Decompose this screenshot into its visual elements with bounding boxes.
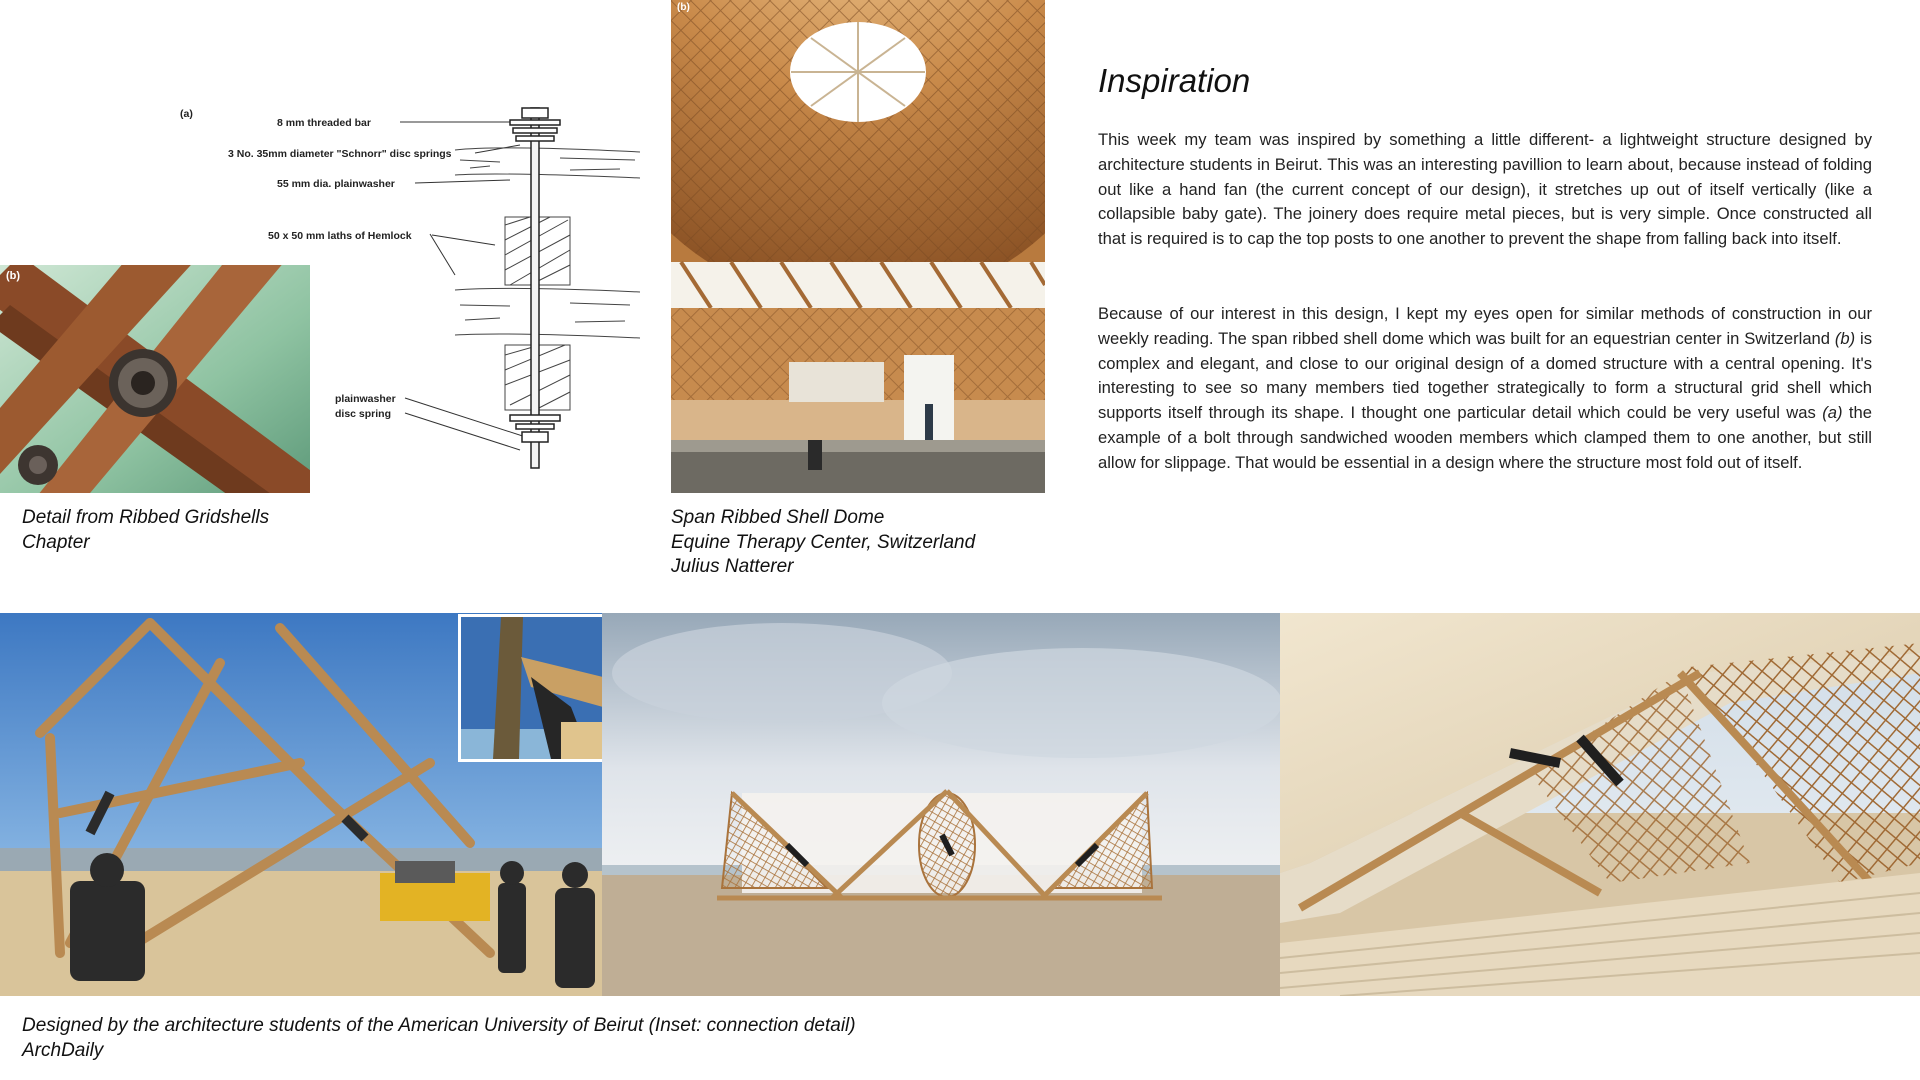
beirut-caption [22, 1014, 856, 1063]
ribbed-shell-dome-photo [671, 0, 1045, 493]
inspiration-paragraph-2 [1098, 302, 1872, 476]
caption-line: Julius Natterer [671, 556, 794, 577]
label-laths: 50 x 50 mm laths of Hemlock [268, 230, 412, 242]
caption-line: Chapter [22, 531, 90, 553]
bolt-connection-photo [0, 265, 310, 493]
figure-ref-a: (a) [1822, 403, 1843, 423]
caption-line: Equine Therapy Center, Switzerland [671, 531, 976, 553]
label-plainwasher: plainwasher [335, 393, 396, 405]
caption-line: Designed by the architecture students of the American University of Beirut (Inset: connection detail) [22, 1015, 856, 1036]
caption-line: Detail from Ribbed Gridshells [22, 507, 270, 528]
caption-line: Span Ribbed Shell Dome [671, 507, 885, 528]
inspiration-heading: Inspiration [1098, 62, 1251, 99]
gridshells-caption [22, 506, 269, 555]
paragraph-text: the example of a bolt through sandwiched wooden members which clamped them to one another, but still allow for slippage. That would be essential in a design where the structure most fold out of itself. [1098, 403, 1872, 472]
pavilion-on-beach-photo [602, 613, 1280, 996]
pavilion-canopy-photo [1280, 613, 1920, 996]
label-disc-spring: disc spring [335, 408, 392, 420]
dome-caption [671, 506, 975, 580]
paragraph-text: is complex and elegant, and close to our original design of a domed structure with a central opening. It's interesting to see so many members tied together strategically to form a structural grid shell which supports itself through its shape. I thought one particular detail which could be very useful was [1098, 328, 1872, 423]
label-threaded-bar: 8 mm threaded bar [277, 117, 371, 129]
connection-detail-inset-photo [458, 614, 606, 762]
figure-b-tag: (b) [6, 270, 21, 282]
label-plainwasher-55: 55 mm dia. plainwasher [277, 178, 395, 190]
figure-b-dome-tag: (b) [677, 2, 690, 13]
label-disc-springs: 3 No. 35mm diameter "Schnorr" disc springs [228, 148, 452, 160]
inspiration-paragraph-1: This week my team was inspired by something a little different- a lightweight structure designed by architecture students in Beirut. This was an interesting pavillion to learn about, because instead of folding out like a hand fan (the current concept of our design), it stretches up out of itself vertically (like a collapsible baby gate). The joinery does require metal pieces, but is very simple. Once constructed all that is required is to cap the top posts to one another to prevent the shape from falling back into itself. [1098, 130, 1872, 249]
paragraph-text: Because of our interest in this design, I kept my eyes open for similar methods of construction in our weekly reading. The span ribbed shell dome which was built for an equestrian center in Switzerland [1098, 304, 1872, 348]
caption-line: ArchDaily [22, 1039, 104, 1061]
figure-ref-b: (b) [1834, 328, 1856, 348]
figure-a-tag: (a) [180, 108, 193, 120]
